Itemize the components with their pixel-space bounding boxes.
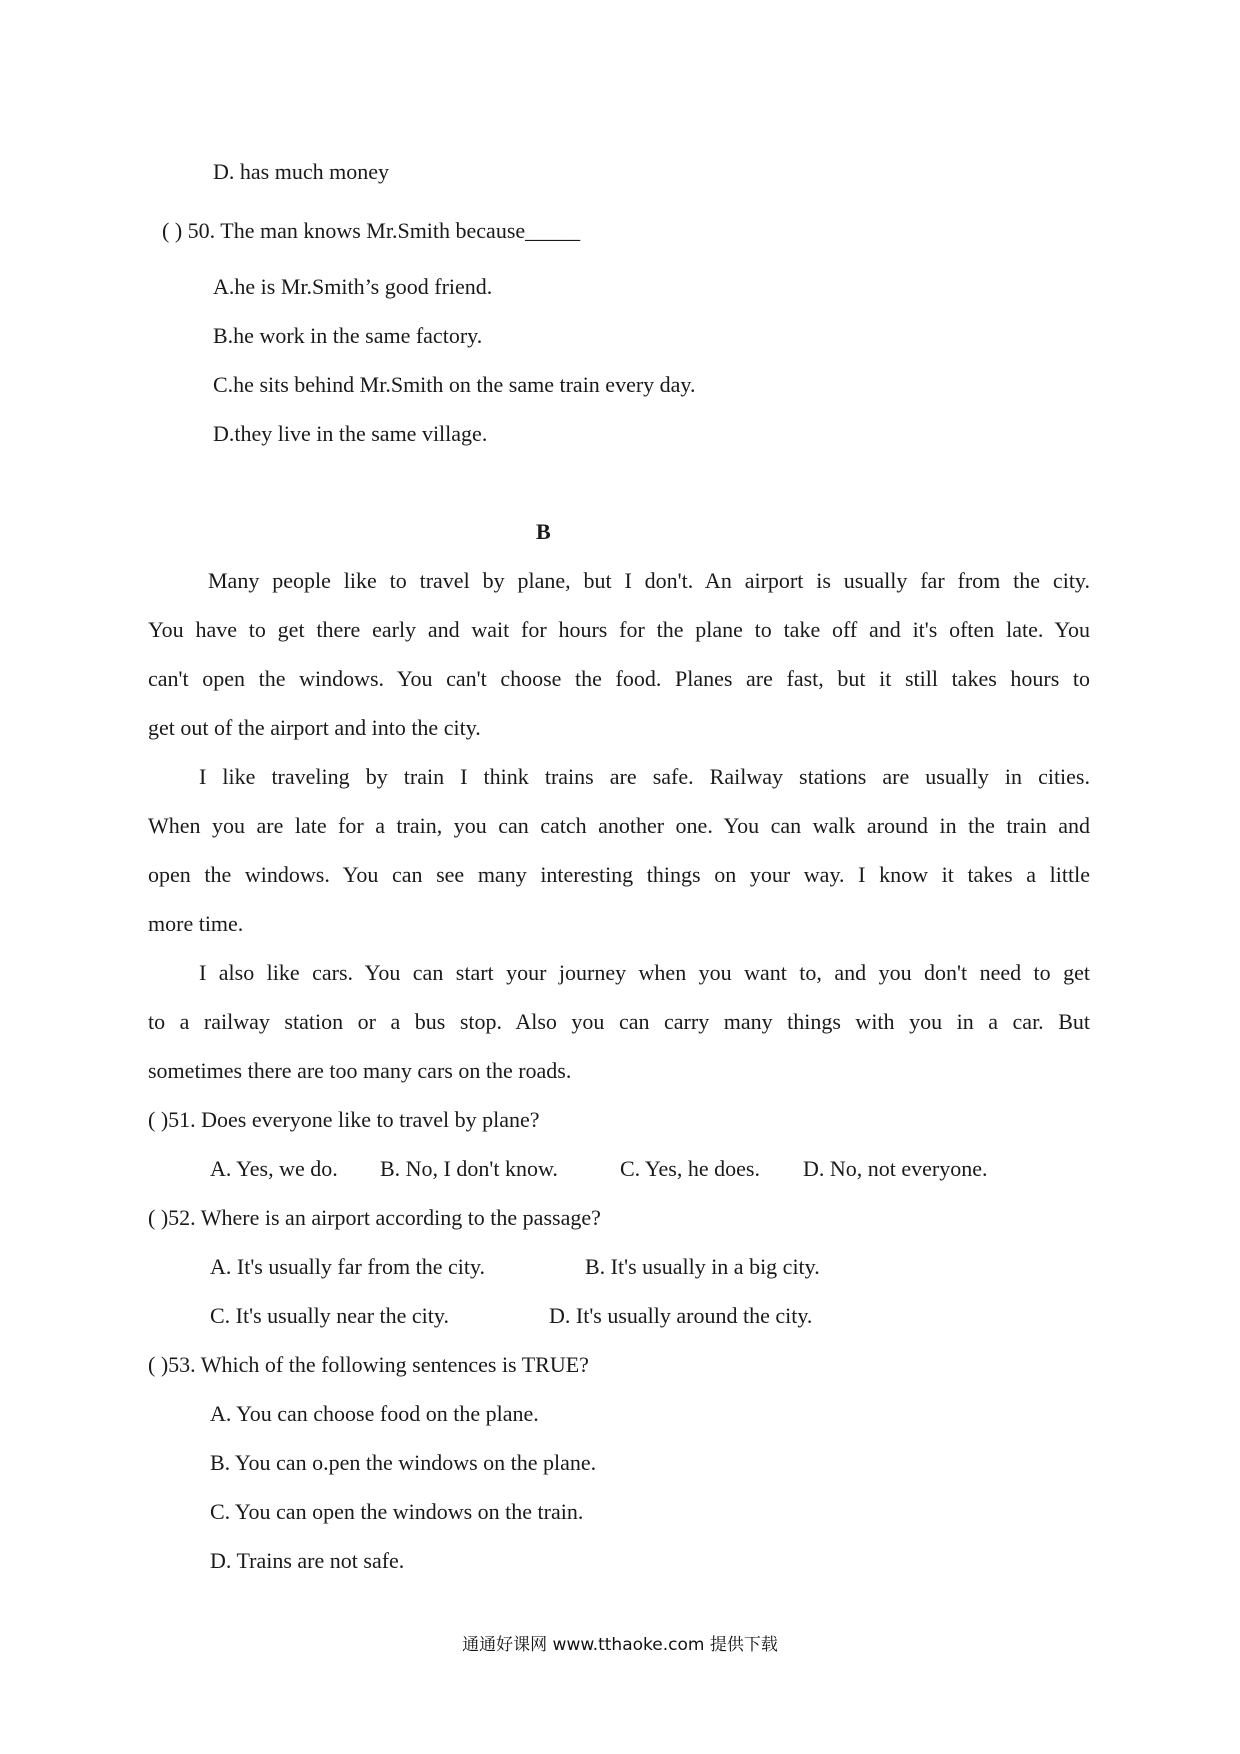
q50-stem: ( ) 50. The man knows Mr.Smith because_____	[162, 218, 581, 243]
paragraph-2-line-1: I like traveling by train I think trains are safe. Railway stations are usually in cities.	[199, 764, 1090, 789]
q51-option-d: D. No, not everyone.	[803, 1156, 988, 1181]
paragraph-2-line-2: When you are late for a train, you can catch another one. You can walk around in the train and	[148, 813, 1090, 838]
q52-option-d: D. It's usually around the city.	[549, 1303, 813, 1328]
paragraph-1-line-2: You have to get there early and wait for hours for the plane to take off and it's often late. You	[148, 617, 1090, 642]
q50-option-c: C.he sits behind Mr.Smith on the same train every day.	[213, 372, 696, 397]
q52-option-a: A. It's usually far from the city.	[210, 1254, 486, 1279]
paragraph-3-line-3: sometimes there are too many cars on the roads.	[148, 1058, 572, 1083]
paragraph-2-line-3: open the windows. You can see many interesting things on your way. I know it takes a little	[148, 862, 1090, 887]
q50-option-b: B.he work in the same factory.	[213, 323, 483, 348]
paragraph-1-line-1: Many people like to travel by plane, but I don't. An airport is usually far from the city.	[208, 568, 1090, 593]
q51-stem: ( )51. Does everyone like to travel by plane?	[148, 1107, 540, 1132]
paragraph-1-line-3: can't open the windows. You can't choose the food. Planes are fast, but it still takes hours to	[148, 666, 1090, 691]
q51-option-b: B. No, I don't know.	[380, 1156, 558, 1181]
q50-option-d: D.they live in the same village.	[213, 421, 488, 446]
paragraph-3-line-1: I also like cars. You can start your journey when you want to, and you don't need to get	[199, 960, 1090, 985]
section-heading: B	[536, 519, 551, 544]
paragraph-3-line-2: to a railway station or a bus stop. Also you can carry many things with you in a car. But	[148, 1009, 1090, 1034]
q53-stem: ( )53. Which of the following sentences is TRUE?	[148, 1352, 589, 1377]
q51-option-a: A. Yes, we do.	[210, 1156, 338, 1181]
q49-option-d: D. has much money	[213, 159, 389, 184]
q53-option-b: B. You can o.pen the windows on the plane.	[210, 1450, 597, 1475]
q53-option-d: D. Trains are not safe.	[210, 1548, 405, 1573]
paragraph-1-line-4: get out of the airport and into the city.	[148, 715, 481, 740]
q50-option-a: A.he is Mr.Smith’s good friend.	[213, 274, 493, 299]
q53-option-c: C. You can open the windows on the train.	[210, 1499, 584, 1524]
q51-option-c: C. Yes, he does.	[620, 1156, 760, 1181]
q53-option-a: A. You can choose food on the plane.	[210, 1401, 539, 1426]
page-footer: 通通好课网 www.tthaoke.com 提供下载	[462, 1635, 778, 1655]
paragraph-2-line-4: more time.	[148, 911, 244, 936]
q52-option-c: C. It's usually near the city.	[210, 1303, 449, 1328]
q52-option-b: B. It's usually in a big city.	[585, 1254, 820, 1279]
q52-stem: ( )52. Where is an airport according to the passage?	[148, 1205, 601, 1230]
